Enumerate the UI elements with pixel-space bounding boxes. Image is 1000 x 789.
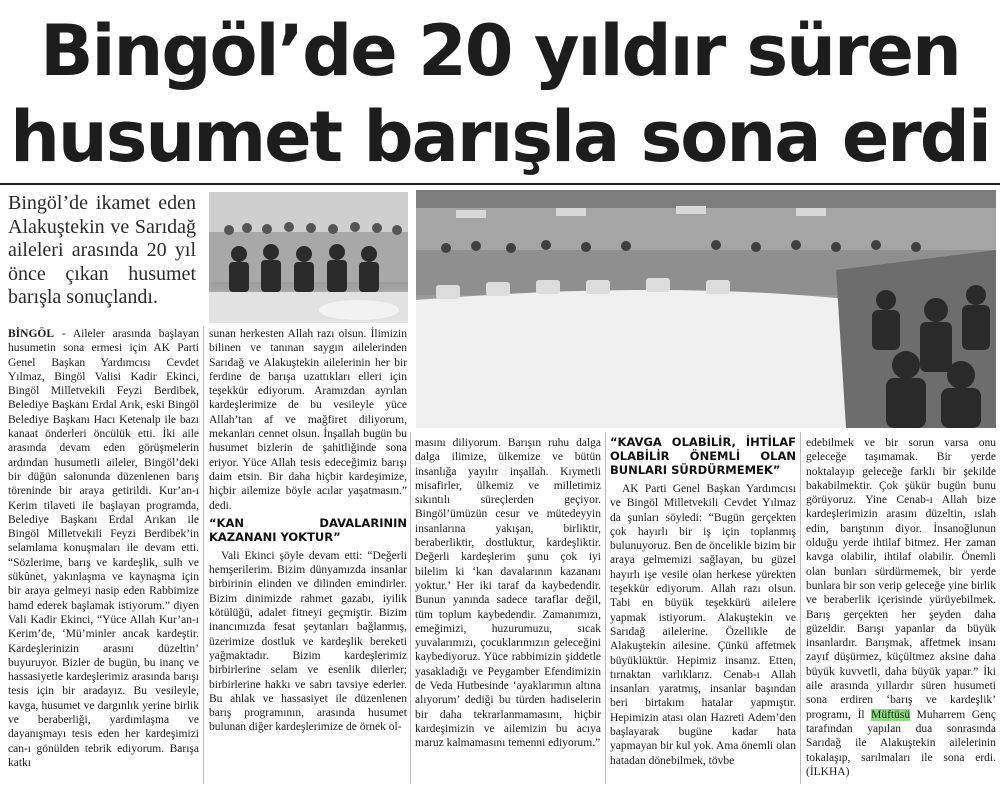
subhead-kan-davalari: “KAN DAVALARININ KAZANANI YOKTUR”: [209, 515, 407, 544]
body-column-2: [209, 327, 407, 787]
headline: [0, 8, 1000, 180]
officials-photo-image: [209, 192, 408, 323]
body-column-3: [415, 436, 601, 788]
headline-line-2: husumet barışla sona erdi: [10, 96, 990, 178]
highlighted-word: Müftüsü: [871, 708, 911, 721]
lead-paragraph: Bingöl’de ikamet eden Alakuştekin ve Sarıdağ aileleri arasında 20 yıl önce çıkan husumet barışla sonuçlandı.: [8, 192, 196, 308]
column-rule-1: [203, 326, 204, 784]
wedding-hall-photo: [416, 190, 996, 428]
subhead-kavga-olabilir: “KAVGA OLABİLİR, İHTİLAF OLABİLİR ÖNEMLİ OLAN BUNLARI SÜRDÜRMEMEK”: [610, 435, 796, 477]
wedding-hall-photo-image: [416, 190, 996, 428]
col2-paragraph-2: Vali Ekinci şöyle devam etti: “Değerli hemşerilerim. Bizim dünyamızda insanlar birbirinin elinden ve dilinden emindirler. Bizim dinimizde rahmet gazabı, iyilik kötülüğü, adalet fitneyi geçmiştir. Bizim inancımızda fesat şeytanları bağlanmış, üzerimize dostluk ve kardeşlik bereketi yağmaktadır. Bizim kardeşlerimiz birbirlerine selam ve esenlik dilerler; birbirlerine hakkı ve sabrı tavsiye ederler. Bu ahlak ve hassasiyet ile düzenlenen barış programının, arasında husumet bulunan diğer kardeşlerimize de örnek ol-: [209, 549, 407, 734]
top-rule: [0, 183, 1000, 185]
officials-photo: [209, 192, 408, 323]
column-rule-2: [410, 432, 411, 784]
headline-line-1: Bingöl’de 20 yıldır süren: [40, 10, 960, 92]
dateline: BİNGÖL: [8, 328, 55, 340]
col4-paragraph: AK Parti Genel Başkan Yardımcısı ve Bingöl Milletvekili Cevdet Yılmaz da şunları söyledi: “Bugün gerçekten çok hayırlı bir iş için toplanmış bulunuyoruz. Ben de öncelikle bizim bir araya gelmemizi sağlayan, bu güzel hayırlı işe vesile olan herkese yürekten teşekkür ediyorum. Allah razı olsun. Tabi en büyük teşekkürü ailelere yapmak istiyorum. Alakuştekin ve Sarıdağ ailelerine. Özellikle de Alakuştekin ailesine. Çünkü affetmek büyüklüktür. Hepimiz insanız. Etten, tırnaktan varlıklarız. Cenab-ı Allah insanları yaratmış, insanlar başından beri birtakım hatalar yapmıştır. Hepimizin atası olan Hazreti Adem’den başlayarak bugüne kadar hata yapmayan bir kul yok. Ama önemli olan hatadan dönebilmek, tövbe: [610, 483, 796, 767]
body-column-4: [610, 432, 796, 788]
col5-paragraph-tail: Muharrem Genç tarafından yapılan dua sonrasında Sarıdağ ile Alakuştekin ailelerinin tokalaşıp, sarılmaları ile sona erdi. (İLKHA): [806, 708, 996, 778]
col1-paragraph: - Aileler arasında başlayan husumetin sona ermesi için AK Parti Genel Başkan Yardımcısı Cevdet Yılmaz, Bingöl Valisi Kadir Ekinci, Bingöl Milletvekili Feyzi Berdibek, Belediye Başkanı Erdal Arık, eski Bingöl Belediye Başkanı Hacı Ketenalp ile bazı kanaat önderleri öncülük etti. İki aile arasında devam eden görüşmelerin ardından husumetli aileler, Bingöl’deki bir düğün salonunda düzenlenen barış töreninde bir araya getirildi. Kur’an-ı Kerim tilaveti ile başlayan programda, Belediye Başkanı Erdal Arıkan ile Bingöl Milletvekili Feyzi Berdibek’in selamlama konuşmaları ile devam etti. “Sözlerime, barış ve kardeşlik, sulh ve sükûnet, yakınlaşma ve kaynaşma için bir araya gelmeyi nasip eden Rabbimize hamd ederek başlamak istiyorum.” diyen Vali Kadir Ekinci, “Yüce Allah Kur’an-ı Kerim’de, ‘Mü’minler ancak kardeştir. Kardeşlerinizin arasını düzeltin’ buyuruyor. Bizler de bugün, bu inanç ve hassasiyetle kardeşlerimiz arasında barışı tesis için bir aradayız. Bu vesileyle, kavga, husumet ve dargınlık yerine birlik ve beraberliği, yardımlaşma ve dayanışmayı tesis eden her kardeşimizi can-ı gönülden tebrik ediyorum. Barışa katkı: [8, 328, 199, 769]
col5-paragraph: edebilmek ve bir sorun varsa onu geleceğe taşımamak. Bir yerde noktalayıp geleceğe farklı bir şekilde bakabilmektir. Çok şükür bugün bunu görüyoruz. Yine Cenab-ı Allah bize kardeşlerimizin arasını düzeltin, ıslah edin, barıştının diyor. İnsanoğlunun olduğu yerde ihtilaf bitmez. Her zaman kavga olabilir, ihtilaf olabilir. Önemli olan bunları sürdürmemek, bir yerde bunlara bir son verip geleceğe yine birlik ve beraberlik içerisinde yürüyebilmek. Barış gerçekten her şeyden daha güzeldir. Barışı yapanlar da büyük insanlardır. Barışmak, affetmek insanı zayıf düşürmez, küçültmez aksine daha büyük kuvvetli, daha büyük yapar.” İki aile arasında yıllardır süren husumeti sona erdiren ‘barış ve kardeşlik’ programı, İl: [806, 437, 996, 721]
body-column-1: [8, 327, 199, 787]
col3-paragraph: masını diliyorum. Barışın ruhu dalga dalga ilimize, ülkemize ve bütün insanlığa yayılır inşallah. Kıymetli misafirler, ülkemiz ve milletimiz sıkıntılı süreçlerden geçiyor. Bingöl’ümüzün cesur ve mütedeyyin insanlarına yakışan, birliktir, beraberliktir, dostluktur, kardeşliktir. Değerli kardeşlerim şunu çok iyi bilelim ki ‘kan davalarının kazananı yoktur.’ Her iki taraf da kaybedendir. Bunun yanında sadece taraflar değil, tüm toplum kaybedendir. Zamanımızı, emeğimizi, huzurumuzu, sıcak yuvalarımızı, çocuklarımızın geleceğini kaybediyoruz. Yüce rabbimizin şiddetle yasakladığı ve Peygamber Efendimizin de Veda Hutbesinde ‘ayaklarımın altına alıyorum’ dediği bu türden hadiselerin bir daha tekrarlanmamasını, hiçbir kardeşimizin ve ailemizin bu acıya maruz kalmamasını temenni ediyorum.”: [415, 437, 601, 750]
col2-paragraph-1: sunan herkesten Allah razı olsun. İlimizin bilinen ve tanınan saygın ailelerinden Sarıdağ ve Alakuştekin ailelerinin her bir ferdine de barışa uzattıkları elleri için teşekkür ediyorum. Aramızdan ayrılan kardeşlerimize de bu vesileyle yüce Allah’tan af ve mağfiret diliyorum, mekanları cennet olsun. İnşallah bugün bu husumet bizlerin de şahitliğinde sona eriyor. Yüce Allah tesis edeceğimiz barışı daim etsin. Bir daha hiçbir kardeşimize, hiçbir ailemize böyle acılar yaşatmasın.” dedi.: [209, 328, 407, 512]
column-rule-3: [605, 432, 606, 784]
column-rule-4: [800, 432, 801, 784]
body-column-5: [806, 436, 996, 788]
